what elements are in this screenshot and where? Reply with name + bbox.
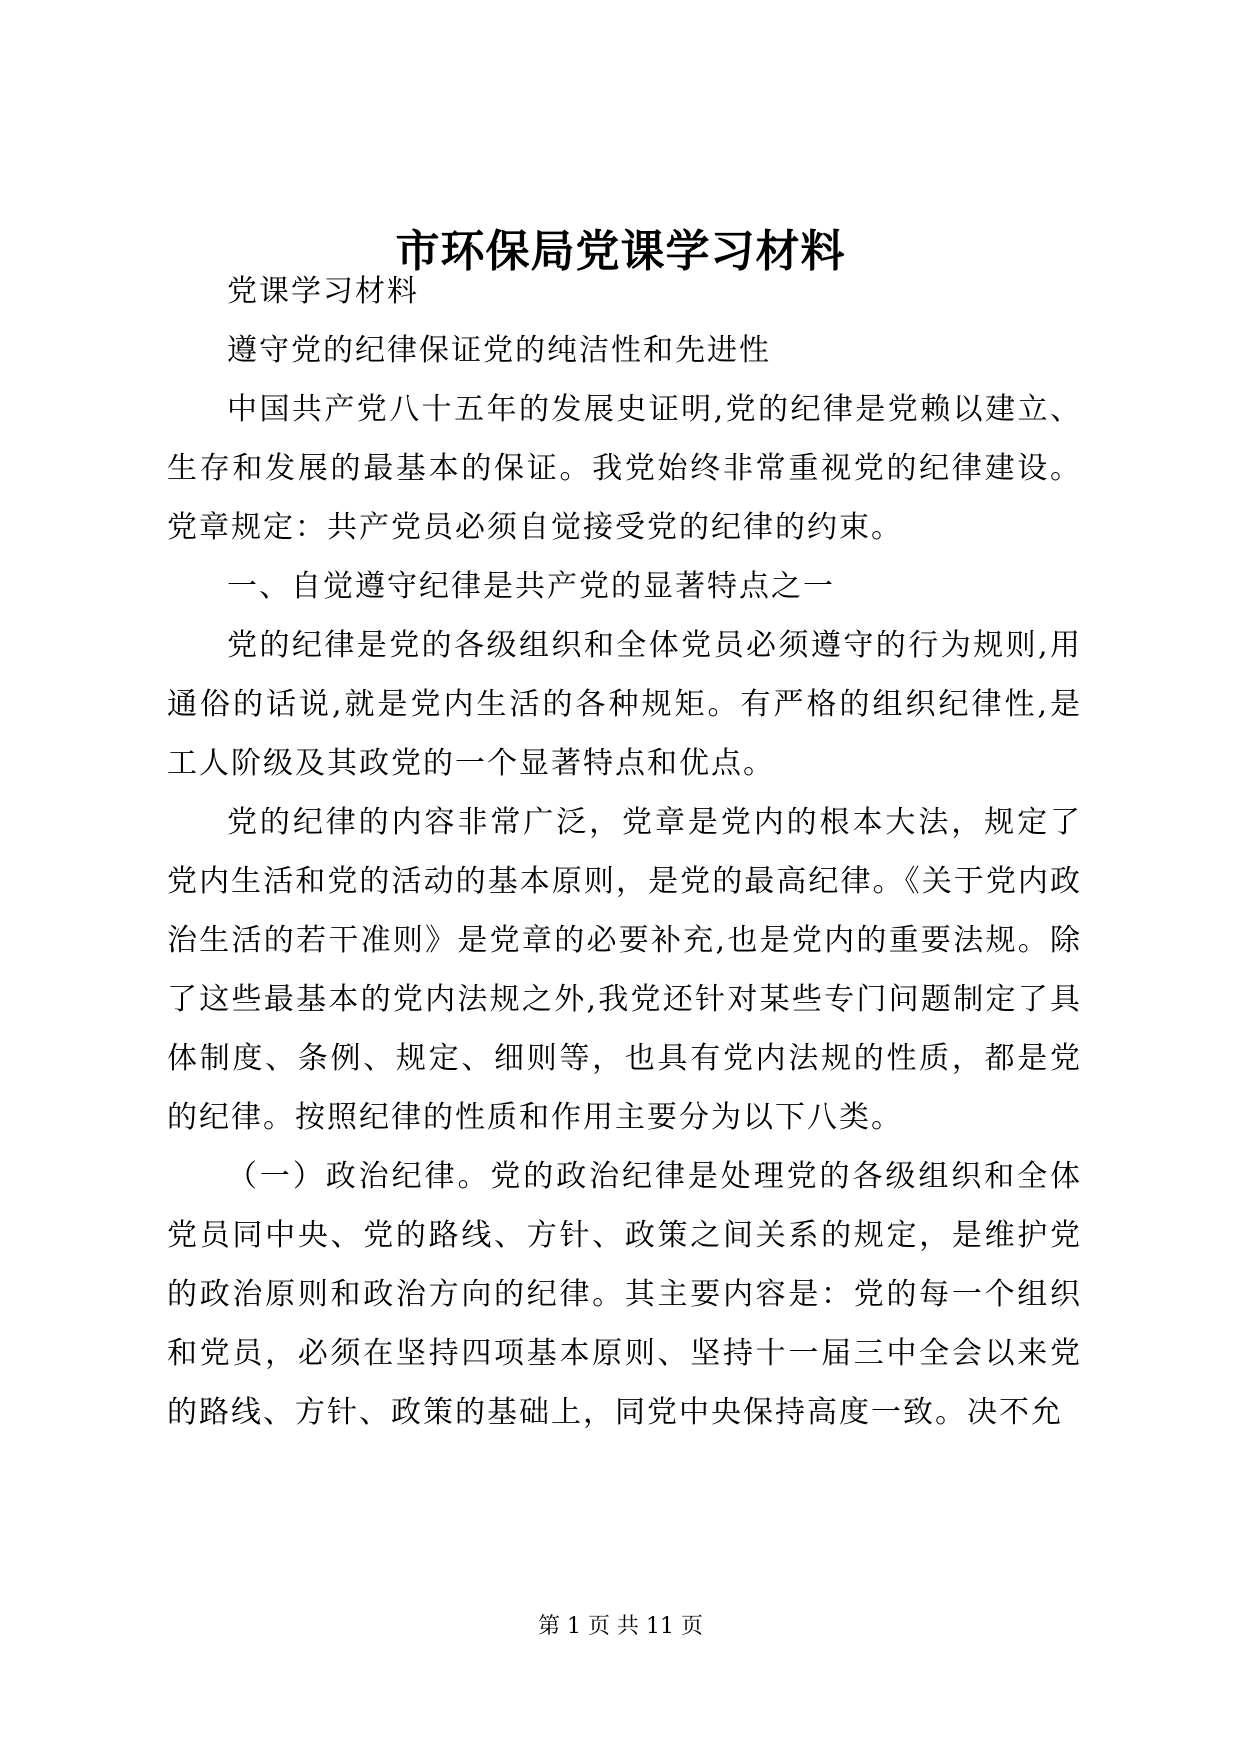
- paragraph-heading-material: 党课学习材料: [227, 274, 419, 309]
- paragraph-political-discipline: （一）政治纪律。党的政治纪律是处理党的各级组织和全体党员同中央、党的路线、方针、政策之间关系的规定，是维护党的政治原则和政治方向的纪律。其主要内容是：党的每一个组织和党员，必须在坚持四项基本原则、坚持十一届三中全会以来党的路线、方针、政策的基础上，同党中央保持高度一致。决不允: [167, 1159, 1082, 1430]
- page-footer: 第 1 页 共 11 页: [538, 1614, 703, 1639]
- paragraph-section-one-heading: 一、自觉遵守纪律是共产党的显著特点之一: [227, 569, 835, 604]
- paragraph-intro: 中国共产党八十五年的发展史证明,党的纪律是党赖以建立、生存和发展的最基本的保证。我党始终非常重视党的纪律建设。党章规定：共产党员必须自觉接受党的纪律的约束。: [167, 392, 1082, 545]
- paragraph-discipline-definition: 党的纪律是党的各级组织和全体党员必须遵守的行为规则,用通俗的话说,就是党内生活的各种规矩。有严格的组织纪律性,是工人阶级及其政党的一个显著特点和优点。: [167, 628, 1082, 781]
- paragraph-discipline-content: 党的纪律的内容非常广泛，党章是党内的根本大法，规定了党内生活和党的活动的基本原则，是党的最高纪律。《关于党内政治生活的若干准则》是党章的必要补充,也是党内的重要法规。除了这些最基本的党内法规之外,我党还针对某些专门问题制定了具体制度、条例、规定、细则等，也具有党内法规的性质，都是党的纪律。按照纪律的性质和作用主要分为以下八类。: [167, 805, 1082, 1135]
- document-title: 市环保局党课学习材料: [395, 226, 846, 277]
- paragraph-subtitle: 遵守党的纪律保证党的纯洁性和先进性: [227, 333, 771, 368]
- document-body: [167, 262, 1082, 1442]
